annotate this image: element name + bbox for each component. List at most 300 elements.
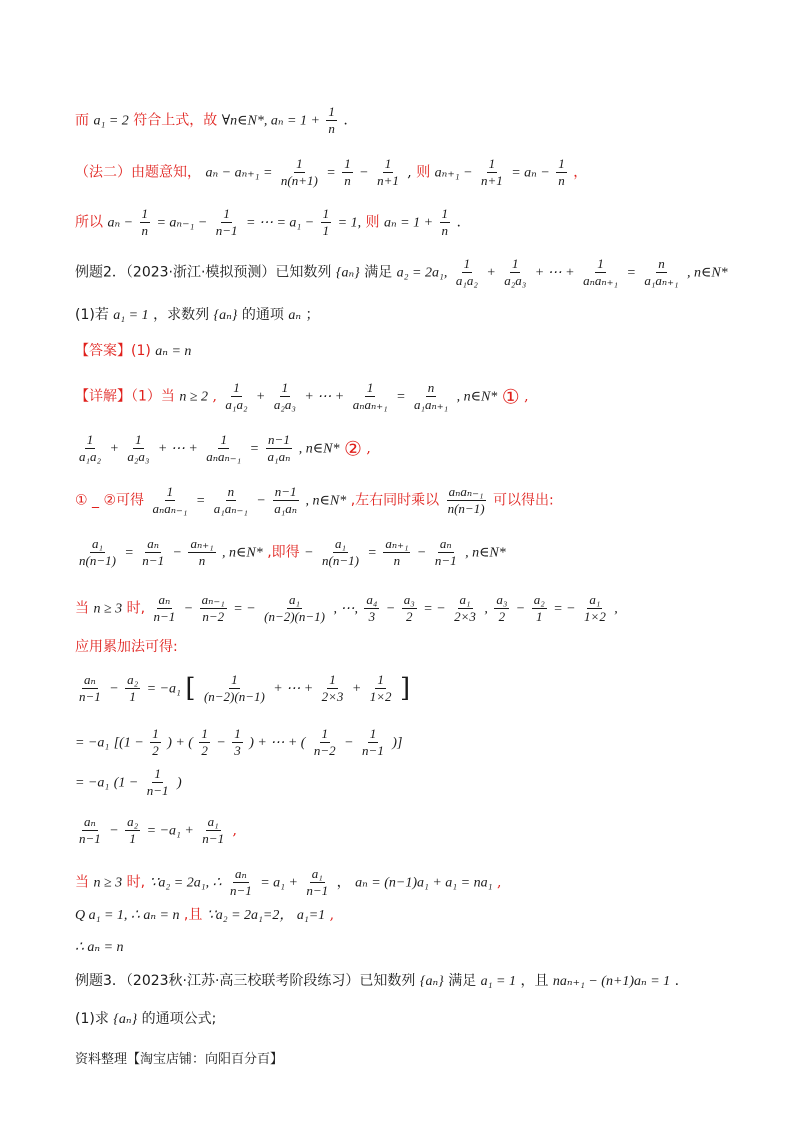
numerator: 1 (558, 156, 565, 171)
text: 时, (126, 600, 146, 617)
formula: + (109, 441, 119, 457)
numerator: 1 (296, 156, 303, 171)
denominator: a₂a₃ (273, 397, 296, 412)
numerator: n−1 (268, 432, 290, 447)
numerator: a₁ (459, 592, 471, 607)
numerator: 1 (488, 156, 496, 171)
derivation-line-3 (75, 766, 760, 799)
formula: + ⋯ + (273, 681, 314, 697)
numerator: 1 (223, 206, 230, 221)
formula: {aₙ} (213, 308, 238, 323)
formula: − (304, 545, 314, 561)
formula: − (359, 165, 369, 181)
text: . (343, 112, 348, 129)
numerator: aₙ (147, 536, 160, 551)
formula: − (172, 545, 182, 561)
denominator: 2 (406, 609, 413, 624)
fraction (494, 592, 509, 625)
formula: , n∈N* (686, 265, 728, 281)
denominator: n−2 (313, 743, 336, 758)
denominator: 2×3 (321, 689, 344, 704)
fraction (272, 484, 299, 517)
text: 满足 (364, 264, 393, 281)
bracket: ] (400, 673, 411, 704)
formula: + (351, 681, 362, 697)
fraction (304, 866, 330, 899)
formula: − (385, 601, 396, 617)
numerator: 1 (166, 484, 174, 499)
numerator: n (427, 380, 435, 395)
text: , (212, 388, 217, 405)
text: 当 (75, 874, 89, 891)
denominator: n (141, 223, 149, 238)
denominator: n (558, 173, 565, 188)
fraction (321, 206, 332, 239)
formula: naₙ₊₁ − (n+1)aₙ = 1 (552, 974, 671, 989)
fraction (383, 536, 410, 569)
text: 的通项 (241, 307, 284, 323)
numerator: n (227, 484, 235, 499)
denominator: n−1 (229, 883, 252, 898)
text: ① _ ②可得 (75, 492, 145, 509)
formula: a₁ = 1 (480, 974, 516, 989)
answer-line (75, 340, 760, 363)
fraction (199, 726, 210, 759)
derivation-line-4 (75, 814, 760, 847)
denominator: n−2 (202, 609, 225, 624)
formula: − (515, 601, 526, 617)
fraction (320, 672, 346, 705)
text: ，且 (520, 973, 549, 989)
formula: ∵a₂ = 2a₁, ∴ (149, 875, 222, 891)
numerator: 1 (384, 156, 392, 171)
formula: = − (423, 601, 446, 617)
fraction (440, 206, 451, 239)
fraction (140, 536, 166, 569)
fraction (145, 766, 171, 799)
fraction (454, 256, 480, 289)
fraction (200, 814, 226, 847)
numerator: a₃ (496, 592, 508, 607)
example-3-heading (75, 970, 760, 993)
formula: , n∈N* (222, 545, 263, 561)
denominator: (n−2)(n−1) (203, 689, 265, 704)
formula: + ⋯ + (157, 441, 198, 457)
formula: = − (233, 601, 256, 617)
formula: , (614, 601, 618, 617)
denominator: 2×3 (454, 609, 476, 624)
denominator: a₁a₂ (225, 397, 248, 412)
numerator: aₙ (158, 592, 171, 607)
formula: + ⋯ + (534, 265, 575, 281)
formula: aₙ − aₙ₊₁ = (205, 165, 273, 181)
fraction (452, 592, 478, 625)
numerator: 1 (321, 726, 329, 741)
solution-line-2 (75, 432, 760, 465)
denominator: n−1 (79, 689, 101, 704)
formula: ∴ aₙ = n (75, 940, 124, 955)
fraction (214, 206, 240, 239)
numerator: 1 (154, 766, 161, 781)
numerator: 1 (231, 672, 238, 687)
text: 例题3．（2023秋·江苏·高三校联考阶段练习）已知数列 (75, 973, 416, 989)
denominator: n+1 (377, 173, 399, 188)
fraction (262, 592, 327, 625)
formula: − (256, 493, 266, 509)
denominator: a₁a₂ (455, 273, 478, 288)
denominator: n (441, 223, 449, 238)
formula: aₙ (288, 308, 301, 323)
formula: = aₙ − (511, 165, 550, 181)
numerator: 1 (135, 432, 142, 447)
numerator: 1 (597, 256, 604, 271)
question-1-example-3 (75, 1008, 760, 1031)
numerator: 1 (329, 672, 336, 687)
numerator: aₙ₊₁ (190, 536, 214, 551)
fraction (125, 814, 140, 847)
numerator: 1 (141, 206, 149, 221)
circled-number: ① (501, 384, 520, 409)
fraction (188, 536, 215, 569)
solution-line-4 (75, 536, 760, 569)
denominator: n−1 (434, 553, 457, 568)
formula: , (484, 601, 488, 617)
denominator: n(n−1) (447, 501, 485, 516)
numerator: a₁ (91, 536, 103, 551)
formula: − (344, 735, 354, 751)
text: (1)若 (75, 307, 109, 323)
numerator: a₂ (127, 814, 139, 829)
numerator: 1 (511, 256, 519, 271)
formula: a₁ = 1 (113, 308, 149, 323)
formula: + (486, 265, 496, 281)
numerator: a₁ (311, 866, 323, 881)
denominator: 1×2 (369, 689, 392, 704)
formula: + (255, 389, 266, 405)
text: 的通项公式; (141, 1011, 217, 1027)
denominator: 2 (201, 743, 208, 758)
text: . (456, 214, 461, 231)
fraction (326, 104, 337, 137)
formula: aₙ = n (155, 344, 192, 359)
formula: ) + ⋯ + ( (249, 735, 306, 751)
fraction (125, 432, 151, 465)
formula: = (195, 493, 206, 509)
fraction (140, 206, 151, 239)
example-2-heading (75, 256, 760, 289)
formula: = (249, 441, 260, 457)
formula: = aₙ₋₁ − (156, 215, 208, 231)
fraction (77, 814, 103, 847)
fraction (77, 672, 103, 705)
text: , (232, 822, 237, 839)
numerator: a₂ (533, 592, 545, 607)
numerator: 1 (86, 432, 94, 447)
formula: = −a₁ (146, 681, 181, 697)
text: 例题2．（2023·浙江·模拟预测）已知数列 (75, 264, 332, 281)
numerator: a₁ (207, 814, 219, 829)
denominator: 2 (498, 609, 506, 624)
solution-line-6 (75, 636, 760, 658)
fraction (402, 592, 417, 625)
solution-line-3 (75, 484, 760, 517)
denominator: 1 (322, 223, 330, 238)
formula: = −a₁ (75, 735, 110, 751)
formula: a₂ = 2a₁, (396, 265, 448, 281)
text-line-1 (75, 104, 760, 137)
denominator: aₙaₙ₋₁ (206, 449, 242, 464)
formula: {aₙ} (419, 974, 444, 989)
numerator: a₁ (289, 592, 301, 607)
text: , (496, 874, 502, 891)
derivation-line-5 (75, 866, 760, 899)
fraction (152, 592, 178, 625)
denominator: aₙaₙ₋₁ (152, 501, 188, 516)
denominator: n (328, 121, 335, 136)
text: , (366, 440, 371, 457)
numerator: 1 (369, 726, 377, 741)
formula: − (109, 823, 119, 839)
formula: − (216, 735, 226, 751)
text: ,左右同时乘以 (350, 492, 440, 509)
formula: n ≥ 2 (179, 389, 209, 405)
denominator: n (198, 553, 206, 568)
formula: − (416, 545, 427, 561)
formula: , n∈N* (456, 389, 498, 405)
text-line-2 (75, 156, 760, 189)
text: 则 (365, 214, 380, 231)
formula: = (626, 265, 636, 281)
fraction (150, 484, 189, 517)
fraction (446, 484, 487, 517)
fraction (125, 672, 140, 705)
bracket: [ (185, 673, 196, 704)
fraction (532, 592, 547, 625)
text: , (329, 907, 335, 923)
formula: )] (392, 735, 403, 751)
denominator: a₁aₙ (267, 449, 291, 464)
denominator: 3 (234, 743, 241, 758)
numerator: a₁ (589, 592, 601, 607)
fraction (77, 536, 118, 569)
fraction (556, 156, 567, 189)
formula: n ≥ 3 (93, 875, 123, 891)
formula: aₙ = 1 + (383, 215, 434, 231)
fraction (320, 536, 361, 569)
numerator: 1 (366, 380, 374, 395)
fraction (228, 866, 254, 899)
numerator: 1 (281, 380, 289, 395)
denominator: n−1 (79, 831, 101, 846)
numerator: 1 (220, 432, 227, 447)
text: ,即得 (267, 544, 300, 561)
fraction (223, 380, 249, 413)
formula: {aₙ} (113, 1012, 138, 1027)
numerator: aₙ (234, 866, 247, 881)
formula: [(1 − (113, 735, 144, 751)
fraction (582, 592, 608, 625)
conclusion-line (75, 936, 760, 959)
denominator: n−1 (142, 553, 165, 568)
numerator: 1 (201, 726, 208, 741)
denominator: 1×2 (584, 609, 606, 624)
text: 应用累加法可得: (75, 639, 178, 655)
denominator: n (393, 553, 401, 568)
numerator: 1 (234, 726, 241, 741)
text: 满足 (448, 973, 477, 989)
numerator: aₙ₋₁ (201, 592, 225, 607)
text: 则 (416, 164, 431, 181)
formula: , n∈N* (298, 441, 340, 457)
text: (1)求 (75, 1011, 109, 1027)
fraction (200, 592, 227, 625)
text: 【答案】(1) (75, 343, 151, 359)
denominator: a₁aₙ₊₁ (413, 397, 449, 412)
fraction (204, 432, 243, 465)
fraction (351, 380, 390, 413)
denominator: a₁aₙ₊₁ (644, 273, 679, 288)
numerator: 1 (233, 380, 240, 395)
numerator: a₁ (334, 536, 346, 551)
formula: − (109, 681, 119, 697)
text: 符合上式，故 (133, 112, 218, 129)
numerator: aₙ (84, 672, 96, 687)
fraction (279, 156, 320, 189)
numerator: 1 (322, 206, 330, 221)
formula: − (183, 601, 194, 617)
text: 【详解】（1）当 (75, 388, 175, 405)
denominator: n−1 (362, 743, 384, 758)
formula: Q a₁ = 1, ∴ aₙ = n (75, 908, 180, 923)
fraction (272, 380, 298, 413)
denominator: (n−2)(n−1) (264, 609, 325, 624)
numerator: aₙ₊₁ (385, 536, 409, 551)
formula: n ≥ 3 (93, 601, 123, 617)
denominator: 1 (535, 609, 543, 624)
denominator: a₁aₙ₋₁ (213, 501, 248, 516)
fraction (502, 256, 528, 289)
text: ，求数列 (153, 307, 210, 323)
question-1 (75, 304, 760, 327)
denominator: n+1 (481, 173, 503, 188)
text: ,且 (183, 907, 203, 923)
formula: = (396, 389, 406, 405)
denominator: aₙaₙ₊₁ (352, 397, 388, 412)
fraction (212, 484, 250, 517)
text: , (524, 388, 529, 405)
formula: ∀n∈N*, aₙ = 1 + (221, 113, 320, 129)
fraction (581, 256, 620, 289)
formula: = − (553, 601, 576, 617)
numerator: 1 (441, 206, 449, 221)
text: , (407, 164, 412, 181)
formula: = (367, 545, 377, 561)
numerator: aₙ (84, 814, 96, 829)
text: . (674, 973, 680, 989)
denominator: n−1 (146, 783, 169, 798)
denominator: a₁a₂ (79, 449, 102, 464)
derivation-line-6 (75, 904, 760, 927)
numerator: 1 (344, 156, 351, 171)
denominator: n−1 (153, 609, 176, 624)
text: 当 (75, 600, 89, 617)
formula: = ⋯ = a₁ − (246, 215, 315, 231)
denominator: 1 (129, 689, 136, 704)
denominator: a₁aₙ (274, 501, 298, 516)
denominator: n(n−1) (322, 553, 359, 568)
fraction (364, 592, 379, 625)
denominator: aₙaₙ₊₁ (583, 273, 618, 288)
fraction (266, 432, 293, 465)
denominator: n−1 (215, 223, 238, 238)
text: 时, (126, 874, 146, 891)
text: 所以 (75, 214, 103, 231)
derivation-line-1 (75, 672, 760, 705)
fraction (342, 156, 353, 189)
formula: ) (177, 775, 182, 791)
denominator: n(n−1) (79, 553, 116, 568)
formula: (1 − (113, 775, 139, 791)
fraction (77, 432, 103, 465)
text: ， (573, 164, 588, 181)
fraction (642, 256, 680, 289)
fraction (232, 726, 243, 759)
formula: aₙ₊₁ − (434, 165, 473, 181)
formula: aₙ − (107, 215, 134, 231)
numerator: aₙ (439, 536, 452, 551)
formula: = −a₁ + (146, 823, 194, 839)
formula: , ⋯, (333, 601, 358, 617)
denominator: n (344, 173, 351, 188)
fraction (433, 536, 459, 569)
derivation-line-2 (75, 726, 760, 759)
numerator: 1 (328, 104, 335, 119)
denominator: n−1 (306, 883, 329, 898)
fraction (368, 672, 394, 705)
fraction (412, 380, 450, 413)
formula: = 1, (337, 215, 362, 231)
fraction (150, 726, 161, 759)
numerator: aₙaₙ₋₁ (448, 484, 484, 499)
fraction (479, 156, 505, 189)
text: ； (305, 307, 320, 323)
numerator: 1 (377, 672, 384, 687)
fraction (360, 726, 386, 759)
numerator: 1 (152, 726, 159, 741)
fraction (312, 726, 338, 759)
footer-text: 资料整理【淘宝店铺：向阳百分百】 (75, 1052, 284, 1067)
numerator: a₄ (366, 592, 378, 607)
fraction (375, 156, 401, 189)
denominator: a₂a₃ (504, 273, 527, 288)
formula: aₙ = (n−1)a₁ + a₁ = na₁ (355, 875, 493, 891)
fraction (202, 672, 267, 705)
numerator: 1 (463, 256, 471, 271)
numerator: a₃ (403, 592, 415, 607)
formula: = −a₁ (75, 775, 110, 791)
solution-line-1 (75, 380, 760, 413)
denominator: 3 (368, 609, 376, 624)
text: （法二）由题意知， (75, 164, 201, 181)
denominator: n(n+1) (280, 173, 318, 188)
formula: = a₁ + (260, 875, 298, 891)
numerator: n−1 (274, 484, 297, 499)
numerator: n (658, 256, 665, 271)
text-line-3 (75, 206, 760, 239)
text: 而 (75, 112, 89, 129)
circled-number: ② (343, 436, 362, 461)
formula: a₁ = 2 (93, 113, 129, 129)
